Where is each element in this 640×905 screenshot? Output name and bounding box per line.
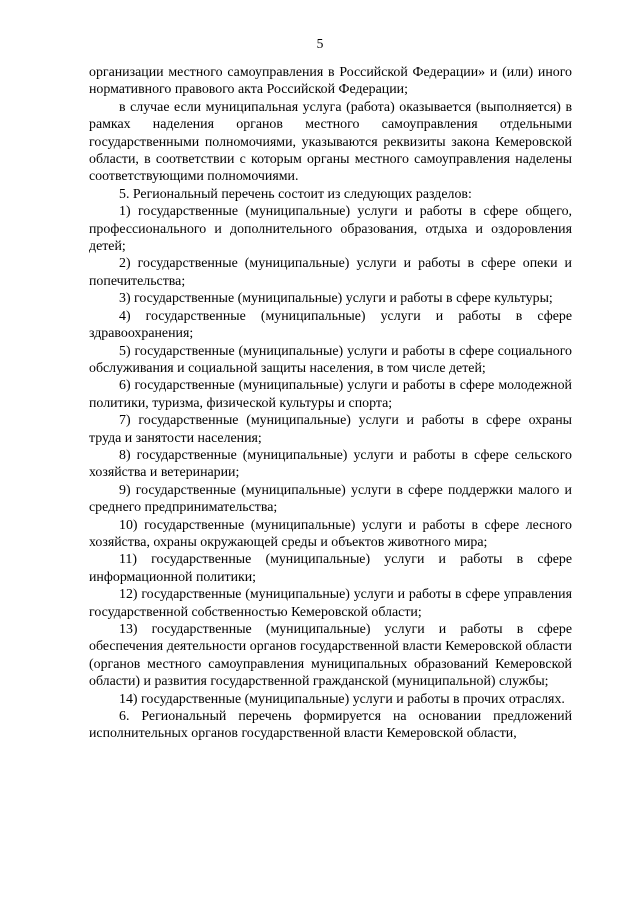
paragraph-section-5: 5. Региональный перечень состоит из следующих разделов:: [119, 186, 472, 202]
list-item-3: 3) государственные (муниципальные) услуги и работы в сфере культуры;: [119, 291, 553, 307]
paragraph-continuation: организации местного самоуправления в Российской Федерации» и (или) иного нормативного правового акта Российской Федерации;: [89, 65, 572, 98]
list-item-10: 10) государственные (муниципальные) услуги и работы в сфере лесного хозяйства, охраны окружающей среды и объектов животного мира;: [89, 517, 572, 550]
paragraph-delegated-powers: в случае если муниципальная услуга (работа) оказывается (выполняется) в рамках наделения органов местного самоуправления отдельными государственными полномочиями, указываются реквизиты закона Кемеровской области, в соответствии с которым органы местного самоуправления наделены соответствующими полномочиями.: [89, 99, 572, 185]
page-number: 5: [316, 36, 324, 51]
list-item-4: 4) государственные (муниципальные) услуги и работы в сфере здравоохранения;: [89, 308, 572, 342]
list-item-14: 14) государственные (муниципальные) услуги и работы в прочих отраслях.: [119, 691, 565, 707]
list-item-9: 9) государственные (муниципальные) услуги в сфере поддержки малого и среднего предпринимательства;: [89, 482, 572, 516]
list-item-5: 5) государственные (муниципальные) услуги и работы в сфере социального обслуживания и социальной защиты населения, в том числе детей;: [89, 343, 572, 376]
paragraph-section-6: 6. Региональный перечень формируется на основании предложений исполнительных органов государственной власти Кемеровской области,: [89, 709, 572, 742]
list-item-12: 12) государственные (муниципальные) услуги и работы в сфере управления государственной собственностью Кемеровской области;: [89, 587, 572, 620]
list-item-11: 11) государственные (муниципальные) услуги и работы в сфере информационной политики;: [89, 552, 572, 585]
list-item-2: 2) государственные (муниципальные) услуги и работы в сфере опеки и попечительства;: [89, 256, 572, 289]
list-item-6: 6) государственные (муниципальные) услуги и работы в сфере молодежной политики, туризма, физической культуры и спорта;: [89, 378, 572, 411]
list-item-1: 1) государственные (муниципальные) услуги и работы в сфере общего, профессионального и дополнительного образования, отдыха и оздоровления детей;: [89, 204, 572, 255]
document-body: [89, 64, 572, 743]
list-item-8: 8) государственные (муниципальные) услуги и работы в сфере сельского хозяйства и ветеринарии;: [89, 447, 572, 481]
list-item-7: 7) государственные (муниципальные) услуги и работы в сфере охраны труда и занятости населения;: [89, 413, 572, 446]
list-item-13: 13) государственные (муниципальные) услуги и работы в сфере обеспечения деятельности органов государственной власти Кемеровской области (органов местного самоуправления муниципальных образований Кемеровской области) и развития государственной гражданской (муниципальной) службы;: [89, 622, 572, 690]
